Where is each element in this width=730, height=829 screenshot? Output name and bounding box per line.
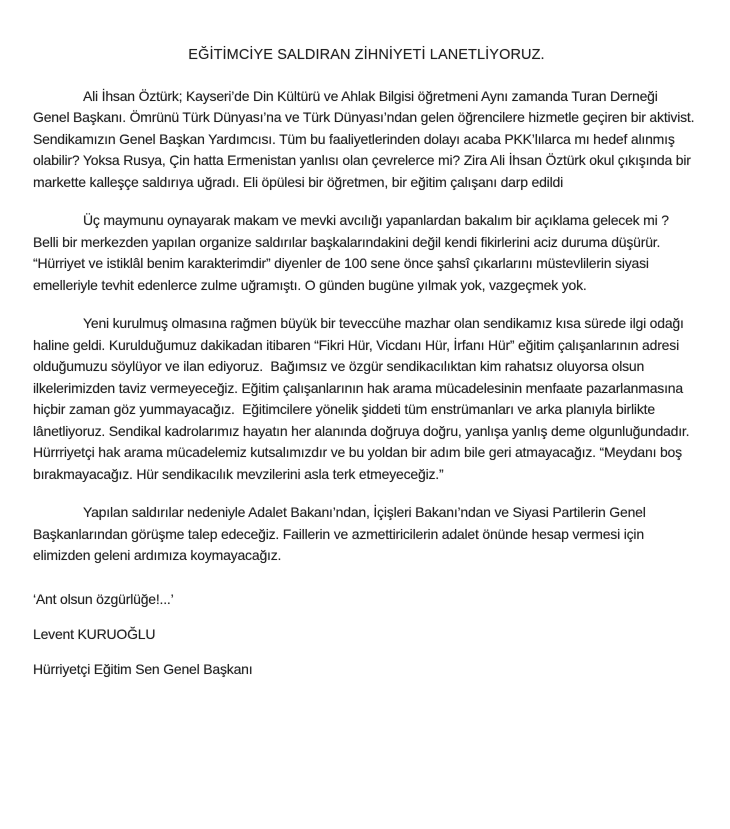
motto-line: ‘Ant olsun özgürlüğe!...’ (33, 590, 174, 607)
paragraph-reaction: Üç maymunu oynayarak makam ve mevki avcılığı yapanlardan bakalım bir açıklama gelecek mi ? Belli bir merkezden yapılan organize saldırılar başkalarındakini değil kendi fikirlerini aciz duruma düşürür. “Hürriyet ve istiklâl benim karakterimdir” diyenler de 100 sene önce şahsî çıkarlarını müstevlilerin siyasi emelleriyle tevhit edenlerce zulme uğramıştı. O günden bugüne yılmak yok, vazgeçmek yok. (33, 212, 673, 293)
paragraph-intro: Ali İhsan Öztürk; Kayseri’de Din Kültürü ve Ahlak Bilgisi öğretmeni Aynı zamanda Turan Derneği Genel Başkanı. Ömrünü Türk Dünyası’na ve Türk Dünyası’ndan gelen öğrencilere hizmetle geçiren bir aktivist. Sendikamızın Genel Başkan Yardımcısı. Tüm bu faaliyetlerinden dolayı acaba PKK’lılarca mı hedef alınmış olabilir? Yoksa Rusya, Çin hatta Ermenistan yanlısı olan çevrelerce mi? Zira Ali İhsan Öztürk okul çıkışında bir markette kalleşçe saldırıya uğradı. Eli öpülesi bir öğretmen, bir eğitim çalışanı darp edildi (33, 87, 699, 190)
paragraph-demands: Yapılan saldırılar nedeniyle Adalet Bakanı’ndan, İçişleri Bakanı’ndan ve Siyasi Partilerin Genel Başkanlarından görüşme talep edeceğiz. Faillerin ve azmettiricilerin adalet önünde hesap vermesi için elimizden geleni ardımıza koymayacağız. (33, 504, 650, 563)
paragraph-union-principles: Yeni kurulmuş olmasına rağmen büyük bir teveccühe mazhar olan sendikamız kısa sürede ilgi odağı haline geldi. Kurulduğumuz dakikadan itibaren “Fikri Hür, Vicdanı Hür, İrfanı Hür” eğitim çalışanlarının adresi olduğumuzu söylüyor ve ilan ediyoruz. Bağımsız ve özgür sendikacılıktan kim rahatsız oluyorsa olsun ilkelerimizden taviz vermeyeceğiz. Eğitim çalışanlarının hak arama mücadelesinin menfaate pazarlanmasına hiçbir zaman göz yummayacağız. Eğitimcilere yönelik şiddeti tüm enstrümanları ve arka planıyla birlikte lânetliyoruz. Sendikal kadrolarımız hayatın her alanında doğruya doğru, yanlışa yanlış deme olgunluğundadır. Hürrriyetçi hak arama mücadelemiz kutsalımızdır ve bu yoldan bir adım bile geri atmayacağız. “Meydanı boş bırakmayacağız. Hür sendikacılık mevzilerini asla terk etmeyeceğiz.” (33, 315, 693, 482)
signature-role: Hürriyetçi Eğitim Sen Genel Başkanı (33, 660, 253, 677)
document-title: EĞİTİMCİYE SALDIRAN ZİHNİYETİ LANETLİYORUZ. (188, 47, 545, 63)
signature-name: Levent KURUOĞLU (33, 625, 156, 642)
